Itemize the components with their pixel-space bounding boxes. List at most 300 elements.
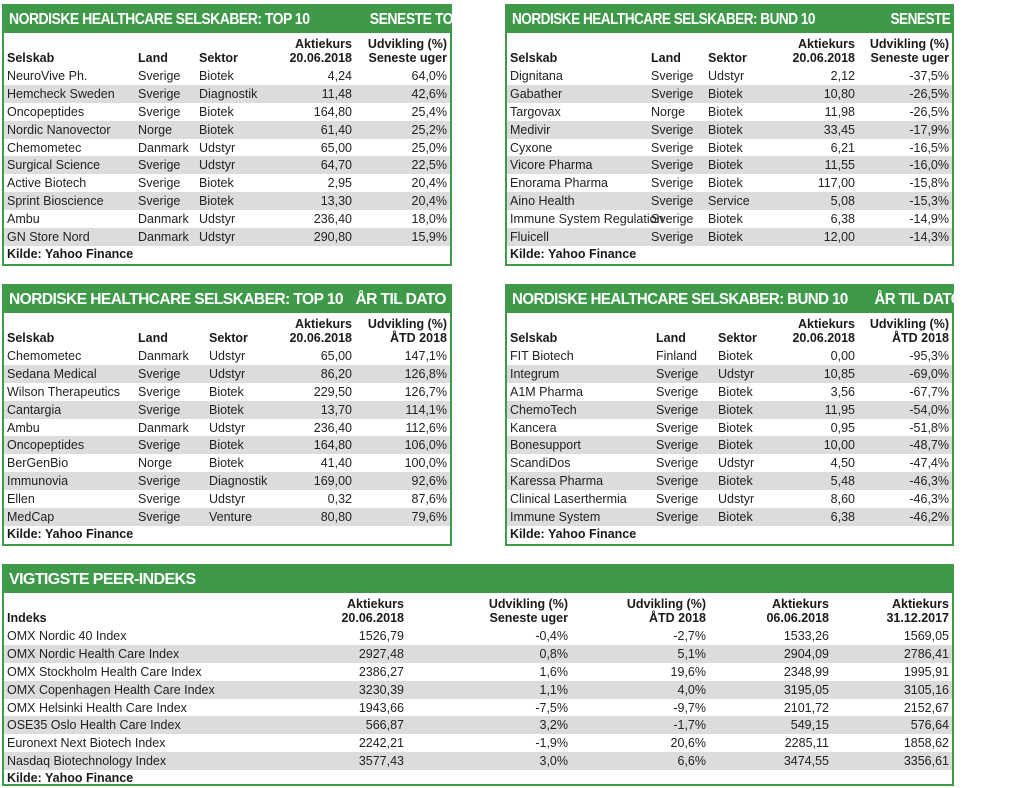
table-cell: 25,4% <box>411 104 447 119</box>
table-cell: Udstyr <box>196 156 272 174</box>
col-header-country: Land <box>138 331 168 345</box>
table-cell: 3,2% <box>407 716 571 734</box>
table-cell: 19,6% <box>670 664 706 679</box>
table-cell: Biotek <box>206 401 282 419</box>
table-cell: Biotek <box>705 228 775 246</box>
table-row <box>4 139 450 157</box>
table-row <box>4 699 952 717</box>
table-cell: 236,40 <box>313 212 352 227</box>
table-cell: 2,12 <box>830 68 855 83</box>
table-cell: 290,80 <box>272 228 355 246</box>
table-cell: Biotek <box>705 121 775 139</box>
table-cell: 549,15 <box>709 716 832 734</box>
table-row <box>4 419 450 437</box>
panel-bottom10-weeks <box>505 4 1011 266</box>
table-cell: 6,38 <box>775 508 858 526</box>
table-cell: Sverige <box>648 192 705 210</box>
table-cell: 229,50 <box>313 384 352 399</box>
table-row <box>507 67 952 85</box>
table-cell: 576,64 <box>832 716 952 734</box>
table-row <box>507 454 952 472</box>
source-label: Kilde: Yahoo Finance <box>7 246 134 261</box>
source-label: Kilde: Yahoo Finance <box>7 526 134 541</box>
table-cell: OSE35 Oslo Health Care Index <box>4 716 241 734</box>
table-cell: Biotek <box>209 384 244 399</box>
table-cell: Udstyr <box>206 365 282 383</box>
table-cell: Danmark <box>138 420 189 435</box>
table-cell: 1858,62 <box>903 736 949 751</box>
table-cell: Norge <box>135 121 196 139</box>
table-cell: -48,7% <box>858 436 952 454</box>
table-row <box>507 436 952 454</box>
col-header-change: Udvikling (%) Seneste uger <box>367 37 447 65</box>
table-cell: 61,40 <box>272 121 355 139</box>
table-cell: Biotek <box>708 212 743 227</box>
table-cell: Euronext Next Biotech Index <box>7 736 166 751</box>
table-cell: Diagnostik <box>206 472 282 490</box>
table-cell: 11,55 <box>775 156 858 174</box>
table-cell: -26,5% <box>858 85 952 103</box>
table-row <box>507 347 952 365</box>
table-cell: Sverige <box>135 508 206 526</box>
table-cell: Biotek <box>718 384 753 399</box>
table-cell: Biotek <box>199 176 234 191</box>
table-cell: Cantargia <box>4 401 135 419</box>
table-cell: 106,0% <box>355 436 450 454</box>
table-row <box>507 401 952 419</box>
col-header-change: Udvikling (%) ÅTD 2018 <box>367 317 447 345</box>
table-row <box>507 156 952 174</box>
table-cell: Danmark <box>138 212 189 227</box>
panel-peer-index <box>2 564 954 786</box>
table-cell: Immunovia <box>4 472 135 490</box>
table-cell: Sprint Bioscience <box>4 192 135 210</box>
panel-period: SENESTE TO UGER <box>369 10 495 28</box>
panel-period: SENESTE TO UGER <box>889 10 1011 28</box>
col-header-price-1231: Aktiekurs 31.12.2017 <box>886 597 949 625</box>
table-cell: 18,0% <box>411 212 447 227</box>
table-cell: Medivir <box>507 121 648 139</box>
table-cell: 13,70 <box>282 401 355 419</box>
table-cell: Oncopeptides <box>4 436 135 454</box>
table-cell: Biotek <box>199 68 234 83</box>
table-cell: 100,0% <box>404 456 447 471</box>
table-row <box>4 85 450 103</box>
table-cell: Immune System Regulation <box>510 212 664 227</box>
table-cell: 6,21 <box>830 140 855 155</box>
table-cell: Danmark <box>138 140 189 155</box>
table-cell: Biotek <box>199 104 234 119</box>
table-cell: Sverige <box>135 436 206 454</box>
table-cell: 4,50 <box>830 456 855 471</box>
table-cell: Sverige <box>135 85 196 103</box>
table-cell: Finland <box>656 348 697 363</box>
table-cell: 25,0% <box>411 140 447 155</box>
table-cell: Sverige <box>651 140 694 155</box>
table-cell: Sverige <box>653 508 715 526</box>
table-cell: 1995,91 <box>903 664 949 679</box>
panel-period: ÅR TIL DATO <box>355 290 446 308</box>
table-row <box>4 681 952 699</box>
table-cell: -2,7% <box>673 628 706 643</box>
table-cell: -7,5% <box>535 700 568 715</box>
table-cell: OMX Nordic 40 Index <box>7 628 127 643</box>
table-cell: 20,4% <box>355 192 450 210</box>
panel-top10-ytd <box>2 284 452 546</box>
table-cell: Sverige <box>648 156 705 174</box>
table-cell: OMX Nordic Health Care Index <box>4 645 241 663</box>
table-cell: 2927,48 <box>241 645 407 663</box>
col-header-change-weeks: Udvikling (%) Seneste uger <box>488 597 568 625</box>
table-cell: 65,00 <box>320 348 352 363</box>
table-row <box>507 174 952 192</box>
col-header-change-ytd: Udvikling (%) ÅTD 2018 <box>626 597 706 625</box>
table-row <box>507 139 952 157</box>
table-cell: 1,6% <box>539 664 568 679</box>
table-cell: BerGenBio <box>7 456 69 471</box>
table-cell: OMX Stockholm Health Care Index <box>7 664 202 679</box>
table-cell: Sverige <box>656 456 699 471</box>
table-cell: 2348,99 <box>783 664 829 679</box>
panel-header <box>507 6 1011 33</box>
table-cell: 126,8% <box>355 365 450 383</box>
table-cell: 1943,66 <box>358 700 404 715</box>
table-cell: NeuroVive Ph. <box>7 68 88 83</box>
peer-table <box>4 593 952 770</box>
table-cell: Sverige <box>138 384 181 399</box>
table-cell: 4,24 <box>327 68 352 83</box>
table-cell: Sverige <box>651 176 694 191</box>
table-cell: Sverige <box>138 492 181 507</box>
col-header-index: Indeks <box>7 611 47 625</box>
table-cell: 2101,72 <box>783 700 829 715</box>
table-cell: 2152,67 <box>903 700 949 715</box>
table-cell: Sedana Medical <box>4 365 135 383</box>
table-cell: Oncopeptides <box>7 104 85 119</box>
table-cell: Sverige <box>135 401 206 419</box>
table-cell: 5,08 <box>775 192 858 210</box>
panel-header <box>4 286 450 313</box>
table-cell: Biotek <box>715 436 775 454</box>
table-cell: 20,6% <box>670 736 706 751</box>
table-cell: -51,8% <box>909 420 949 435</box>
table-cell: Biotek <box>708 176 743 191</box>
table-row <box>4 716 952 734</box>
table-row <box>4 454 450 472</box>
table-cell: Bonesupport <box>507 436 653 454</box>
table-cell: Biotek <box>718 348 753 363</box>
table-cell: 10,80 <box>775 85 858 103</box>
table-row <box>507 103 952 121</box>
table-row <box>4 121 450 139</box>
table-row <box>4 734 952 752</box>
col-header-sector: Sektor <box>708 51 747 65</box>
col-header-price-0620: Aktiekurs 20.06.2018 <box>341 597 404 625</box>
col-header-price: Aktiekurs 20.06.2018 <box>792 37 855 65</box>
table-cell: Sverige <box>648 121 705 139</box>
table-cell: -1,7% <box>571 716 709 734</box>
col-header-price-0606: Aktiekurs 06.06.2018 <box>766 597 829 625</box>
table-cell: Diagnostik <box>196 85 272 103</box>
table-cell: 10,00 <box>775 436 858 454</box>
table-cell: Enorama Pharma <box>510 176 608 191</box>
table-row <box>4 472 450 490</box>
table-row <box>4 174 450 192</box>
table-cell: 5,48 <box>775 472 858 490</box>
table-row <box>4 436 450 454</box>
table-cell: Ellen <box>7 492 35 507</box>
source-label: Kilde: Yahoo Finance <box>510 526 637 541</box>
table-cell: OMX Copenhagen Health Care Index <box>4 681 241 699</box>
table-cell: Udstyr <box>718 492 755 507</box>
table-row <box>4 347 450 365</box>
col-header-sector: Sektor <box>718 331 757 345</box>
table-row <box>4 156 450 174</box>
table-cell: Udstyr <box>196 228 272 246</box>
table-cell: Fluicell <box>507 228 648 246</box>
panel-title: NORDISKE HEALTHCARE SELSKABER: BUND 10 <box>512 290 848 308</box>
table-cell: 80,80 <box>282 508 355 526</box>
table-row <box>507 85 952 103</box>
table-cell: Biotek <box>715 401 775 419</box>
table-cell: Surgical Science <box>4 156 135 174</box>
col-header-change: Udvikling (%) ÅTD 2018 <box>869 317 949 345</box>
table-row <box>4 228 450 246</box>
table-cell: Nasdaq Biotechnology Index <box>4 752 241 770</box>
table-cell: 2904,09 <box>709 645 832 663</box>
company-table <box>507 313 952 526</box>
table-cell: 10,85 <box>775 365 858 383</box>
col-header-company: Selskab <box>510 51 558 65</box>
table-cell: 3105,16 <box>832 681 952 699</box>
table-cell: A1M Pharma <box>510 384 583 399</box>
table-row <box>4 645 952 663</box>
table-cell: -1,9% <box>535 736 568 751</box>
table-cell: Nordic Nanovector <box>4 121 135 139</box>
table-cell: Ambu <box>7 212 40 227</box>
table-cell: Hemcheck Sweden <box>4 85 135 103</box>
table-cell: Biotek <box>196 121 272 139</box>
table-cell: 22,5% <box>355 156 450 174</box>
col-header-company: Selskab <box>7 51 55 65</box>
col-header-country: Land <box>138 51 168 65</box>
table-cell: Sverige <box>135 365 206 383</box>
table-cell: Udstyr <box>209 348 246 363</box>
table-row <box>4 401 450 419</box>
table-row <box>4 67 450 85</box>
table-cell: 3230,39 <box>241 681 407 699</box>
table-cell: 0,32 <box>327 492 352 507</box>
source-label: Kilde: Yahoo Finance <box>510 246 637 261</box>
table-cell: Sverige <box>653 401 715 419</box>
table-cell: 126,7% <box>404 384 447 399</box>
table-cell: 11,98 <box>824 104 855 119</box>
table-cell: Sverige <box>653 365 715 383</box>
table-cell: -9,7% <box>673 700 706 715</box>
table-cell: Norge <box>138 456 173 471</box>
table-cell: 42,6% <box>355 85 450 103</box>
panel-top10-weeks <box>2 4 495 266</box>
table-cell: -47,4% <box>909 456 949 471</box>
table-row <box>507 490 952 508</box>
table-cell: 0,8% <box>407 645 571 663</box>
table-cell: 79,6% <box>355 508 450 526</box>
col-header-price: Aktiekurs 20.06.2018 <box>289 317 352 345</box>
table-cell: 87,6% <box>411 492 447 507</box>
table-cell: -46,3% <box>858 472 952 490</box>
table-cell: 3577,43 <box>241 752 407 770</box>
table-cell: 92,6% <box>355 472 450 490</box>
table-cell: -17,9% <box>858 121 952 139</box>
table-row <box>4 210 450 228</box>
table-cell: Sverige <box>135 156 196 174</box>
company-table <box>4 313 450 526</box>
table-cell: -15,8% <box>909 176 949 191</box>
table-cell: 2786,41 <box>832 645 952 663</box>
table-row <box>507 419 952 437</box>
table-cell: Sverige <box>653 472 715 490</box>
table-cell: 41,40 <box>320 456 352 471</box>
table-cell: Udstyr <box>209 420 246 435</box>
table-cell: Sverige <box>648 85 705 103</box>
table-cell: 1526,79 <box>358 628 404 643</box>
table-cell: 169,00 <box>282 472 355 490</box>
table-cell: Sverige <box>656 384 699 399</box>
panel-bottom10-ytd <box>505 284 962 546</box>
table-cell: Immune System <box>507 508 653 526</box>
table-cell: Cyxone <box>510 140 553 155</box>
table-cell: 566,87 <box>241 716 407 734</box>
table-cell: Biotek <box>708 104 743 119</box>
table-row <box>4 103 450 121</box>
table-cell: Sverige <box>656 492 699 507</box>
table-cell: 2,95 <box>327 176 352 191</box>
panel-title: NORDISKE HEALTHCARE SELSKABER: TOP 10 <box>9 10 310 28</box>
table-cell: 3356,61 <box>832 752 952 770</box>
table-cell: Karessa Pharma <box>507 472 653 490</box>
table-cell: 2386,27 <box>358 664 404 679</box>
table-cell: Targovax <box>510 104 561 119</box>
table-row <box>4 627 952 645</box>
table-row <box>4 752 952 770</box>
table-cell: 1569,05 <box>903 628 949 643</box>
table-cell: -69,0% <box>858 365 952 383</box>
table-cell: 64,0% <box>411 68 447 83</box>
table-cell: 33,45 <box>775 121 858 139</box>
table-cell: 147,1% <box>404 348 447 363</box>
table-cell: Udstyr <box>715 365 775 383</box>
table-cell: Wilson Therapeutics <box>7 384 121 399</box>
table-cell: 3474,55 <box>709 752 832 770</box>
table-row <box>4 192 450 210</box>
table-cell: 5,1% <box>571 645 709 663</box>
panel-header <box>4 566 952 593</box>
table-cell: 20,4% <box>411 176 447 191</box>
table-cell: 2285,11 <box>784 736 829 751</box>
table-cell: Chemometec <box>7 348 82 363</box>
col-header-change: Udvikling (%) Seneste uger <box>869 37 949 65</box>
table-cell: 236,40 <box>313 420 352 435</box>
table-cell: Sverige <box>138 68 181 83</box>
table-cell: Norge <box>651 104 686 119</box>
table-cell: Udstyr <box>209 492 246 507</box>
table-row <box>507 121 952 139</box>
panel-header <box>4 6 495 33</box>
table-cell: 64,70 <box>272 156 355 174</box>
table-row <box>507 365 952 383</box>
table-cell: 6,6% <box>571 752 709 770</box>
table-cell: 25,2% <box>355 121 450 139</box>
table-cell: Sverige <box>138 176 181 191</box>
table-cell: Biotek <box>715 508 775 526</box>
table-row <box>4 508 450 526</box>
table-cell: MedCap <box>4 508 135 526</box>
table-cell: Danmark <box>138 348 189 363</box>
table-cell: Biotek <box>705 156 775 174</box>
table-cell: Chemometec <box>7 140 82 155</box>
table-cell: FIT Biotech <box>510 348 574 363</box>
table-cell: -15,3% <box>858 192 952 210</box>
table-cell: Biotek <box>718 420 753 435</box>
table-cell: 1533,26 <box>783 628 829 643</box>
table-cell: Dignitana <box>510 68 563 83</box>
company-table <box>4 33 450 246</box>
table-cell: Ambu <box>7 420 40 435</box>
table-cell: Clinical Laserthermia <box>510 492 627 507</box>
table-cell: -54,0% <box>858 401 952 419</box>
table-cell: 13,30 <box>272 192 355 210</box>
table-row <box>507 192 952 210</box>
table-cell: OMX Helsinki Health Care Index <box>7 700 187 715</box>
table-cell: Service <box>705 192 775 210</box>
table-cell: -67,7% <box>909 384 949 399</box>
table-row <box>4 663 952 681</box>
table-cell: Sverige <box>651 212 694 227</box>
col-header-country: Land <box>656 331 686 345</box>
table-cell: Biotek <box>715 472 775 490</box>
table-cell: -14,3% <box>858 228 952 246</box>
table-cell: Active Biotech <box>7 176 87 191</box>
table-cell: 6,38 <box>830 212 855 227</box>
table-cell: -46,2% <box>858 508 952 526</box>
table-cell: 164,80 <box>313 104 352 119</box>
col-header-price: Aktiekurs 20.06.2018 <box>792 317 855 345</box>
table-cell: Udstyr <box>199 212 236 227</box>
source-label: Kilde: Yahoo Finance <box>7 771 134 786</box>
table-cell: 3195,05 <box>709 681 832 699</box>
col-header-country: Land <box>651 51 681 65</box>
col-header-company: Selskab <box>510 331 558 345</box>
table-cell: Danmark <box>135 228 196 246</box>
table-cell: Sverige <box>135 472 206 490</box>
table-cell: Sverige <box>135 192 196 210</box>
panel-period: ÅR TIL DATO <box>873 290 962 308</box>
table-cell: Biotek <box>209 456 244 471</box>
company-table <box>507 33 952 246</box>
table-cell: 112,6% <box>405 420 447 435</box>
panel-title: NORDISKE HEALTHCARE SELSKABER: TOP 10 <box>9 290 343 308</box>
table-row <box>507 228 952 246</box>
panel-header <box>507 286 962 313</box>
table-row <box>4 365 450 383</box>
table-cell: Udstyr <box>718 456 755 471</box>
table-cell: Biotek <box>705 85 775 103</box>
table-cell: 117,00 <box>817 176 855 191</box>
table-cell: ScandiDos <box>510 456 571 471</box>
table-row <box>4 383 450 401</box>
table-cell: 0,00 <box>830 348 855 363</box>
table-cell: 12,00 <box>775 228 858 246</box>
